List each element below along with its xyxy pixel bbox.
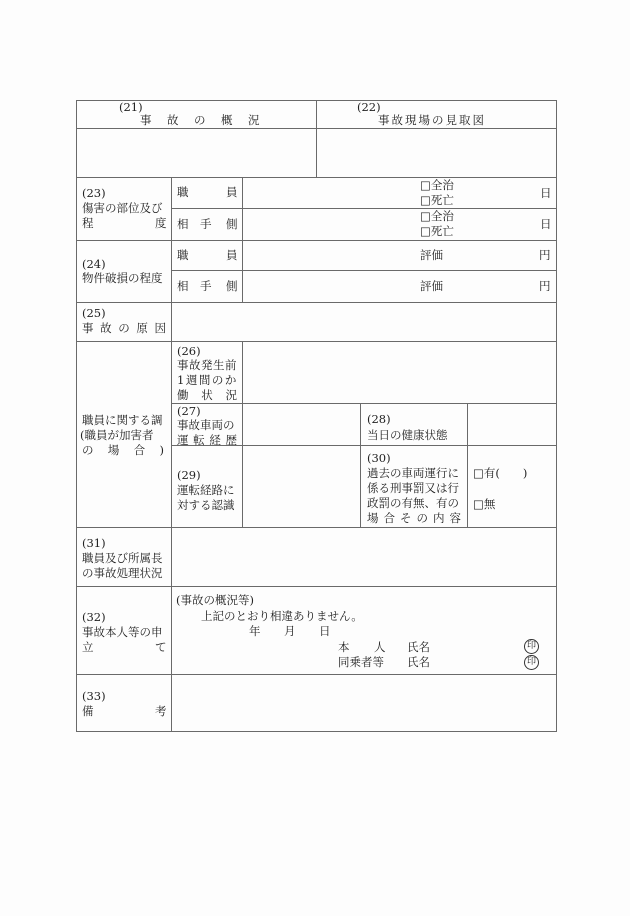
s32-number: (32) [82, 610, 106, 624]
s22-number: (22) [357, 100, 381, 114]
s24-other-label-c: 側 [226, 279, 238, 293]
s27-line2: 運 転 経 歴 [177, 433, 237, 447]
s30-option-no-checkbox[interactable]: □無 [473, 497, 496, 511]
s30-option-yes-checkbox[interactable]: □有( ) [473, 466, 528, 480]
s21-title: 事 故 の 概 況 [140, 113, 262, 127]
s24-staff-damage-field[interactable] [244, 242, 414, 269]
s27-line1: 事故車両の [177, 418, 235, 432]
col-divider-label [171, 177, 172, 732]
s24-other-eval-label: 評価 [420, 279, 443, 293]
s24-label: 物件破損の程度 [82, 271, 163, 285]
s32-signer2-name-label: 氏名 [407, 655, 430, 669]
s23-label-line2a: 程 [82, 216, 94, 230]
s23-staff-label-a: 職 [177, 185, 189, 199]
s24-staff-label-a: 職 [177, 248, 189, 262]
s30-line1: 過去の車両運行に [367, 466, 459, 480]
s24-staff-unit-yen: 円 [539, 248, 551, 262]
s32-date-year: 年 [249, 624, 261, 638]
s25-label: 事 故 の 原 因 [82, 321, 166, 335]
s29-line2: 対する認識 [177, 498, 235, 512]
s32-signer2-seal-icon: 印 [524, 655, 539, 670]
s32-heading: (事故の概況等) [176, 593, 254, 607]
s24-staff-eval-label: 評価 [420, 248, 443, 262]
s26-work-status-field[interactable] [244, 343, 555, 402]
s23-staff-opt-full-recovery[interactable]: □全治 [420, 178, 454, 192]
s24-other-unit-yen: 円 [539, 279, 551, 293]
s22-site-sketch-field[interactable] [318, 130, 555, 176]
s28-health-condition-field[interactable] [469, 405, 555, 444]
s32-signer1-name-field[interactable] [432, 639, 520, 654]
s29-route-awareness-field[interactable] [244, 447, 359, 526]
s26-line3: 働 状 況 [177, 388, 237, 402]
s33-remarks-field[interactable] [173, 676, 555, 730]
s27-number: (27) [177, 404, 201, 418]
s31-number: (31) [82, 536, 106, 550]
s24-other-damage-field[interactable] [244, 272, 414, 301]
s33-number: (33) [82, 689, 106, 703]
s25-number: (25) [82, 306, 106, 320]
s29-number: (29) [177, 468, 201, 482]
staff-group-label-line2: (職員が加害者 [80, 428, 154, 442]
s32-signer2-role: 同乗者等 [338, 655, 384, 669]
s32-signer1-name-label: 氏名 [407, 640, 430, 654]
s32-date-day: 日 [319, 624, 331, 638]
s32-line2b: て [155, 640, 167, 654]
s33-label-a: 備 [82, 704, 94, 718]
s32-date-month: 月 [284, 624, 296, 638]
s28-line1: 当日の健康状態 [367, 428, 448, 442]
s30-line4: 場 合 そ の 内 容 [367, 511, 461, 525]
s25-cause-field[interactable] [173, 304, 555, 340]
s23-other-label-b: 手 [200, 217, 212, 231]
s30-line3: 政罰の有無、有の [367, 496, 459, 510]
table-border-bottom [76, 731, 557, 732]
s26-line1: 事故発生前 [177, 358, 237, 372]
s31-handling-status-field[interactable] [173, 529, 555, 585]
s23-label-line2b: 度 [155, 216, 167, 230]
s29-line1: 運転経路に [177, 483, 235, 497]
table-border-right [556, 100, 557, 732]
s21-accident-summary-field[interactable] [78, 130, 315, 176]
s32-statement: 上記のとおり相違ありません。 [201, 609, 363, 623]
s23-other-unit-days: 日 [540, 217, 552, 231]
s23-other-injury-field[interactable] [244, 210, 414, 239]
s28-number: (28) [367, 412, 391, 426]
s23-other-label-c: 側 [226, 217, 238, 231]
s23-label-line1: 傷害の部位及び [82, 201, 163, 215]
s24-other-label-b: 手 [200, 279, 212, 293]
s27-driving-history-field[interactable] [244, 405, 359, 444]
s21-number: (21) [119, 100, 143, 114]
s23-staff-label-b: 員 [226, 185, 238, 199]
staff-group-label-line3: の 場 合 ) [82, 443, 164, 457]
s31-line2: の事故処理状況 [82, 566, 163, 580]
s23-other-opt-full-recovery[interactable]: □全治 [420, 209, 454, 223]
s23-staff-injury-field[interactable] [244, 179, 414, 207]
s24-number: (24) [82, 257, 106, 271]
table-border-left [76, 100, 77, 732]
s32-signer1-seal-icon: 印 [524, 639, 539, 654]
s26-line2: 1週間のか [177, 373, 238, 387]
s31-line1: 職員及び所属長 [82, 551, 163, 565]
s26-number: (26) [177, 344, 201, 358]
s23-other-label-a: 相 [177, 217, 189, 231]
s32-line1: 事故本人等の申 [82, 625, 163, 639]
col-divider-28-30-label [360, 403, 361, 527]
s23-staff-opt-death[interactable]: □死亡 [420, 193, 454, 207]
s30-line2: 係る刑事罰又は行 [367, 481, 459, 495]
s23-number: (23) [82, 186, 106, 200]
s32-signer1-role-b: 人 [374, 640, 386, 654]
s24-other-label-a: 相 [177, 279, 189, 293]
s23-other-opt-death[interactable]: □死亡 [420, 224, 454, 238]
s23-staff-unit-days: 日 [540, 186, 552, 200]
s32-signer1-role-a: 本 [338, 640, 350, 654]
s32-signer2-name-field[interactable] [432, 654, 520, 669]
staff-group-label-line1: 職員に関する調 [82, 413, 163, 427]
s24-staff-label-b: 員 [226, 248, 238, 262]
s30-number: (30) [367, 451, 391, 465]
row-divider-31-bottom [76, 586, 557, 587]
s33-label-b: 考 [155, 704, 167, 718]
s32-line2a: 立 [82, 640, 94, 654]
s22-title: 事故現場の見取図 [378, 113, 486, 127]
